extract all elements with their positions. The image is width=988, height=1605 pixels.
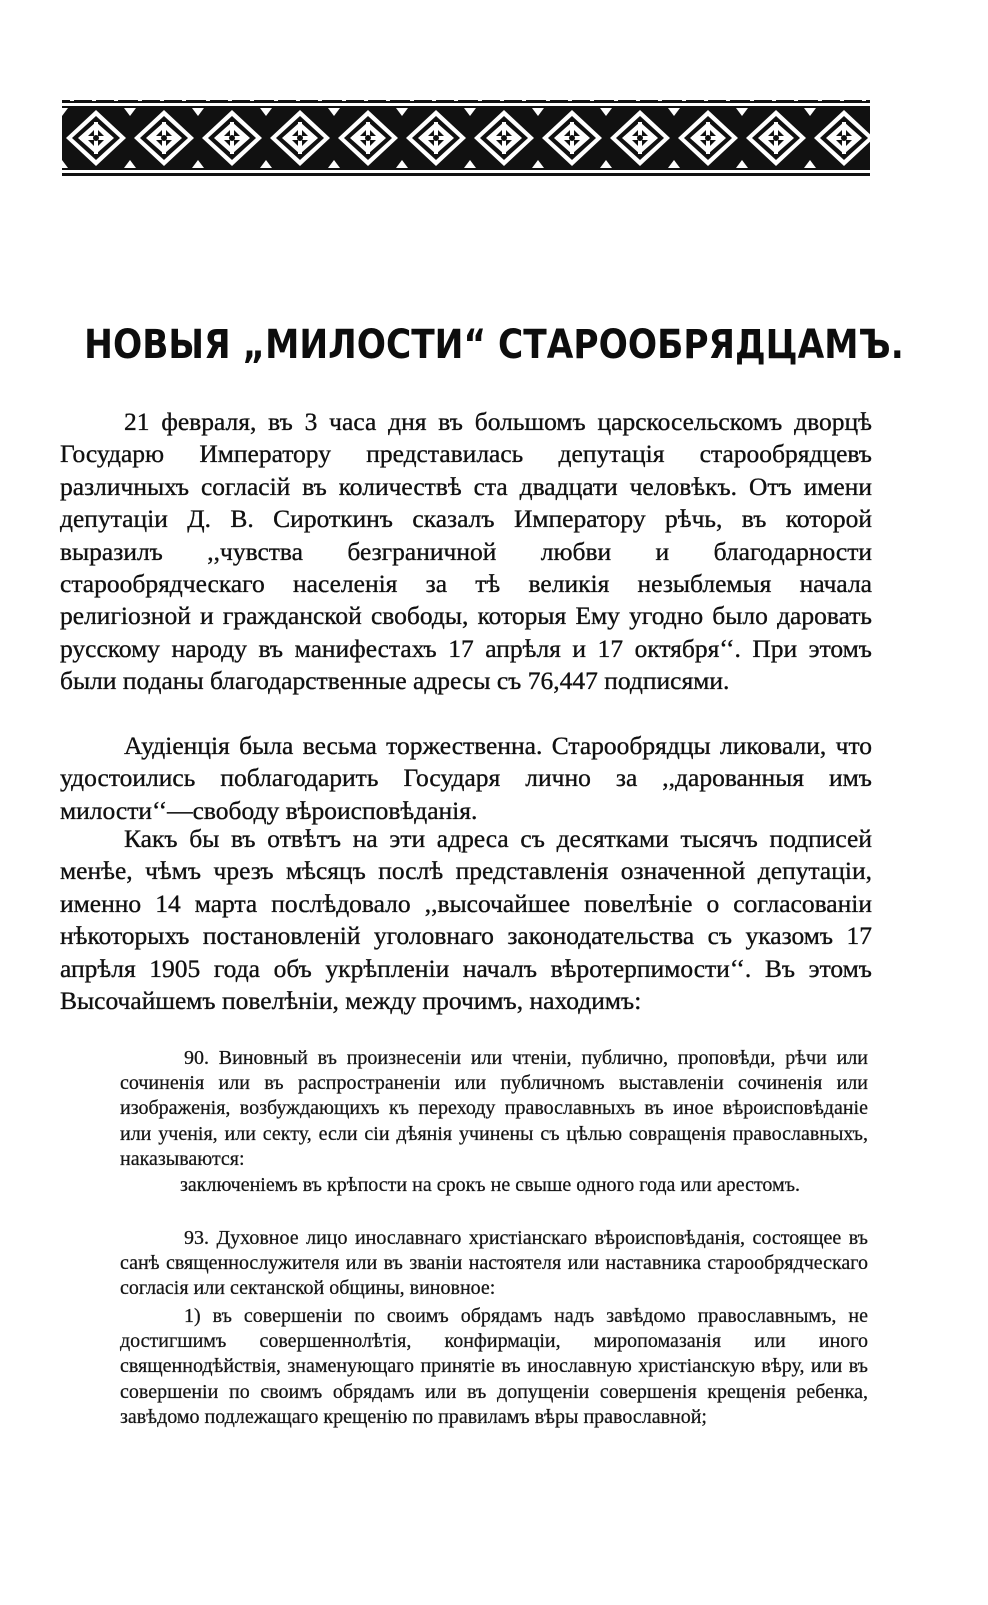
- ornamental-band-icon: [62, 98, 870, 178]
- paragraph-2: Аудіенція была весьма торжественна. Старообрядцы ликовали, что удостоились поблагодарить Государя лично за ,,дарованныя имъ милости‘‘—свободу вѣроисповѣданія.: [60, 731, 872, 825]
- quote-article-90-penalty: заключеніемъ въ крѣпости на срокъ не свыше одного года или арестомъ.: [180, 1174, 801, 1196]
- paragraph-3: Какъ бы въ отвѣтъ на эти адреса съ десятками тысячъ подписей менѣе, чѣмъ чрезъ мѣсяцъ послѣ представленія означенной депутаціи, именно 14 марта послѣдовало ,,высочайшее повелѣніе о согласованіи нѣкоторыхъ постановленій уголовнаго законодательства съ указомъ 17 апрѣля 1905 года объ укрѣпленіи началъ вѣротерпимости‘‘. Въ этомъ Высочайшемъ повелѣніи, между прочимъ, находимъ:: [60, 824, 872, 1016]
- quote-article-93-item-1: 1) въ совершеніи по своимъ обрядамъ надъ завѣдомо православнымъ, не достигшимъ совершеннолѣтія, конфирмаціи, миропомазанія или иного священнодѣйствія, знаменующаго принятіе въ инославную христіанскую вѣру, или въ совершеніи по своимъ обрядамъ или въ допущеніи совершенія крещенія ребенка, завѣдомо подлежащаго крещенію по правиламъ вѣры православной;: [120, 1305, 868, 1428]
- page-title: НОВЫЯ „МИЛОСТИ“ СТАРООБРЯДЦАМЪ.: [84, 322, 904, 368]
- quote-article-90: 90. Виновный въ произнесеніи или чтеніи, публично, проповѣди, рѣчи или сочиненія или въ распространеніи или публичномъ выставленіи сочиненія или изображенія, возбуждающихъ къ переходу православныхъ въ иное вѣроисповѣданіе или ученія, или секту, если сіи дѣянія учинены съ цѣлью совращенія православныхъ, наказываются:: [120, 1047, 868, 1170]
- paragraph-1: 21 февраля, въ 3 часа дня въ большомъ царскосельскомъ дворцѣ Государю Императору представилась депутація старообрядцевъ различныхъ согласій въ количествѣ ста двадцати человѣкъ. Отъ имени депутаціи Д. В. Сироткинъ сказалъ Императору рѣчь, въ которой выразилъ ,,чувства безграничной любви и благодарности старообрядческаго населенія за тѣ великія незыблемыя начала религіозной и гражданской свободы, которыя Ему угодно было даровать русскому народу въ манифестахъ 17 апрѣля и 17 октября‘‘. При этомъ были поданы благодарственные адресы съ 76,447 подписями.: [60, 407, 872, 696]
- quote-article-93: 93. Духовное лицо инославнаго христіанскаго вѣроисповѣданія, состоящее въ санѣ священнослужителя или въ званіи настоятеля или наставника старообрядческаго согласія или сектанской общины, виновное:: [120, 1227, 868, 1300]
